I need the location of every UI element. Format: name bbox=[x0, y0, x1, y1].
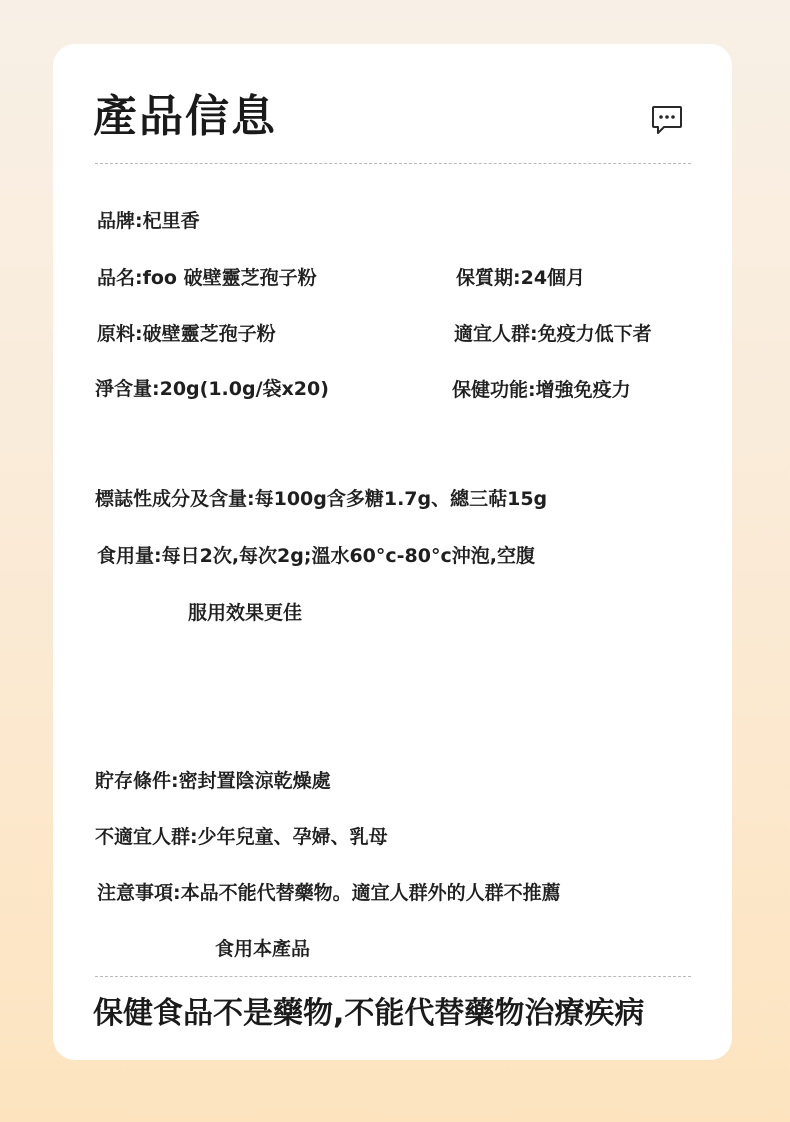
health-function-text: 保健功能:增強免疫力 bbox=[452, 379, 631, 401]
storage-text: 貯存條件:密封置陰涼乾燥處 bbox=[95, 770, 331, 792]
page-title: 產品信息 bbox=[93, 91, 277, 142]
bottom-divider bbox=[95, 976, 691, 977]
product-name-text: 品名:foo 破壁靈芝孢子粉 bbox=[97, 267, 317, 289]
notice-text-line1: 注意事項:本品不能代替藥物。適宜人群外的人群不推薦 bbox=[97, 882, 561, 904]
dosage-text-line1: 食用量:每日2次,每次2g;溫水60°c-80°c沖泡,空腹 bbox=[97, 545, 535, 567]
disclaimer-text: 保健食品不是藥物,不能代替藥物治療疾病 bbox=[93, 996, 645, 1031]
top-divider bbox=[95, 163, 691, 164]
dosage-text-line2: 服用效果更佳 bbox=[188, 602, 303, 624]
ingredients-text: 原料:破壁靈芝孢子粉 bbox=[97, 323, 276, 345]
shelf-life-text: 保質期:24個月 bbox=[456, 267, 586, 289]
net-content-text: 淨含量:20g(1.0g/袋x20) bbox=[95, 378, 329, 400]
unsuitable-group-text: 不適宜人群:少年兒童、孕婦、乳母 bbox=[95, 826, 388, 848]
chat-bubble-icon[interactable] bbox=[651, 105, 683, 135]
notice-text-line2: 食用本產品 bbox=[215, 938, 311, 960]
suitable-group-text: 適宜人群:免疫力低下者 bbox=[454, 323, 652, 345]
brand-text: 品牌:杞里香 bbox=[97, 210, 200, 232]
marker-content-text: 標誌性成分及含量:每100g含多糖1.7g、總三萜15g bbox=[95, 488, 548, 510]
